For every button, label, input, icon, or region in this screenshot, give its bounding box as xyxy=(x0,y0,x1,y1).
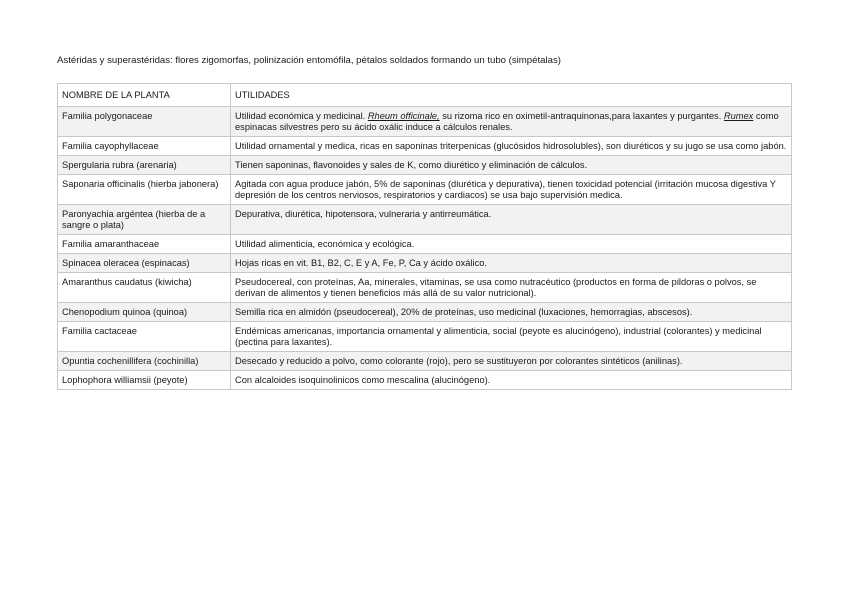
use-text: Utilidad económica y medicinal. xyxy=(235,111,368,121)
table-row xyxy=(58,273,792,303)
plant-use-cell: Hojas ricas en vit. B1, B2, C, E y A, Fe, P, Ca y ácido oxálico. xyxy=(231,254,792,273)
table-row xyxy=(58,156,792,175)
plant-use-cell: Agitada con agua produce jabón, 5% de saponinas (diurética y depurativa), tienen toxicidad potencial (irritación mucosa digestiva Y depresión de los centros nerviosos, respiratorios y cardiacos) se usa bajo supervisión medica. xyxy=(231,175,792,205)
table-row xyxy=(58,352,792,371)
plant-use-cell xyxy=(231,107,792,137)
plant-use-cell: Desecado y reducido a polvo, como colorante (rojo), pero se sustituyeron por colorantes sintéticos (anilinas). xyxy=(231,352,792,371)
table-row xyxy=(58,254,792,273)
species-link-rumex: Rumex xyxy=(723,111,754,121)
plant-name-cell: Familia cactaceae xyxy=(58,322,231,352)
plant-name-cell: Saponaria officinalis (hierba jabonera) xyxy=(58,175,231,205)
plant-name-cell: Familia polygonaceae xyxy=(58,107,231,137)
plant-use-cell: Utilidad alimenticia, económica y ecológica. xyxy=(231,235,792,254)
header-plant-name: NOMBRE DE LA PLANTA xyxy=(58,84,231,107)
plant-use-cell: Pseudocereal, con proteínas, Aa, minerales, vitaminas, se usa como nutracéutico (productos en forma de pildoras o polvos, se derivan de alimentos y tienen beneficios más allá de su valor nutricional). xyxy=(231,273,792,303)
table-row xyxy=(58,175,792,205)
plant-name-cell: Spergularia rubra (arenaria) xyxy=(58,156,231,175)
table-row xyxy=(58,303,792,322)
plant-name-cell: Spinacea oleracea (espinacas) xyxy=(58,254,231,273)
plant-use-cell: Con alcaloides isoquinolinicos como mescalina (alucinógeno). xyxy=(231,371,792,390)
section-heading: Astéridas y superastéridas: flores zigomorfas, polinización entomófila, pétalos soldados formando un tubo (simpétalas) xyxy=(57,55,561,66)
plant-use-cell: Utilidad ornamental y medica, ricas en saponinas triterpenicas (glucósidos hidrosolubles), son diuréticos y su jugo se usa como jabón. xyxy=(231,137,792,156)
document-page xyxy=(57,55,791,390)
plant-name-cell: Opuntia cochenillifera (cochinilla) xyxy=(58,352,231,371)
plant-use-cell: Endémicas americanas, importancia ornamental y alimenticia, social (peyote es alucinógeno), industrial (colorantes) y medicinal (pectina para laxantes). xyxy=(231,322,792,352)
plant-name-cell: Paronyachia argéntea (hierba de a sangre o plata) xyxy=(58,205,231,235)
plant-name-cell: Lophophora williamsii (peyote) xyxy=(58,371,231,390)
table-row xyxy=(58,137,792,156)
plant-name-cell: Familia cayophyllaceae xyxy=(58,137,231,156)
plant-use-cell: Depurativa, diurética, hipotensora, vulneraria y antirreumática. xyxy=(231,205,792,235)
plants-table xyxy=(57,83,792,390)
plant-use-cell: Tienen saponinas, flavonoides y sales de K, como diurético y eliminación de cálculos. xyxy=(231,156,792,175)
header-uses: UTILIDADES xyxy=(231,84,792,107)
plant-name-cell: Amaranthus caudatus (kiwicha) xyxy=(58,273,231,303)
use-text: su rizoma rico en oximetil-antraquinonas,para laxantes y purgantes. xyxy=(439,111,724,121)
use-text: como espinacas silvestres pero su ácido oxálic induce a cálculos renales. xyxy=(235,111,779,132)
table-row xyxy=(58,205,792,235)
table-row xyxy=(58,322,792,352)
table-row xyxy=(58,371,792,390)
species-link-rheum: Rheum officinale, xyxy=(367,111,440,121)
table-row xyxy=(58,107,792,137)
table-row xyxy=(58,235,792,254)
plant-name-cell: Familia amaranthaceae xyxy=(58,235,231,254)
table-header-row xyxy=(58,84,792,107)
plant-name-cell: Chenopodium quinoa (quinoa) xyxy=(58,303,231,322)
plant-use-cell: Semilla rica en almidón (pseudocereal), 20% de proteínas, uso medicinal (luxaciones, hemorragias, abscesos). xyxy=(231,303,792,322)
